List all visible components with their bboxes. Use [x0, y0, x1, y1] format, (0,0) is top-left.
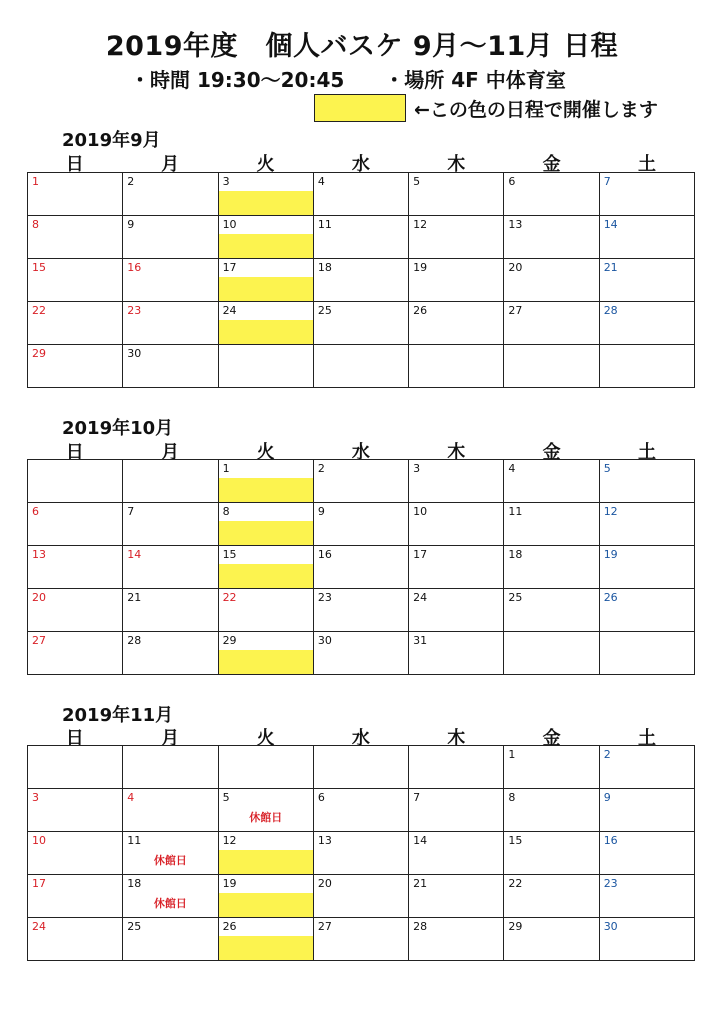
day-number: 25: [317, 304, 332, 317]
day-number: 20: [32, 591, 46, 604]
event-highlight: [219, 277, 313, 301]
calendar-day-cell: [218, 789, 313, 832]
calendar-day-cell: [123, 875, 218, 918]
calendar-day-cell: [28, 789, 123, 832]
calendar-day-cell: [313, 546, 408, 589]
day-number: 29: [222, 634, 237, 647]
day-number: 9: [317, 505, 325, 518]
calendar-day-cell: [313, 503, 408, 546]
calendar-day-cell: [123, 746, 218, 789]
calendar-day-cell: [409, 746, 504, 789]
calendar-day-cell: [504, 345, 599, 388]
weekday-mon: 月: [161, 728, 180, 749]
weekday-header-september: [27, 150, 695, 174]
day-number: 18: [508, 548, 523, 561]
calendar-day-cell: [123, 259, 218, 302]
calendar-day-cell: [599, 173, 694, 216]
day-number: 5: [603, 462, 611, 475]
calendar-day-cell: [504, 589, 599, 632]
calendar-day-cell: [504, 875, 599, 918]
calendar-week: [28, 460, 695, 503]
day-number: 3: [222, 175, 230, 188]
calendar-week: [28, 746, 695, 789]
calendar-day-cell: [409, 503, 504, 546]
calendar-day-cell: [599, 746, 694, 789]
calendar-day-cell: [28, 746, 123, 789]
calendar-day-cell: [504, 259, 599, 302]
closed-note: 休館日: [153, 854, 187, 867]
day-number: 12: [222, 834, 237, 847]
calendar-day-cell: [409, 345, 504, 388]
day-number: 19: [413, 261, 428, 274]
month-label-october: 2019年10月: [62, 418, 174, 439]
calendar-day-cell: [504, 746, 599, 789]
day-number: 14: [413, 834, 428, 847]
calendar-day-cell: [123, 503, 218, 546]
day-number: 24: [413, 591, 428, 604]
day-number: 23: [317, 591, 332, 604]
day-number: 18: [127, 877, 142, 890]
day-number: 18: [317, 261, 332, 274]
day-number: 11: [508, 505, 523, 518]
calendar-day-cell: [599, 875, 694, 918]
calendar-day-cell: [123, 789, 218, 832]
day-number: 28: [413, 920, 428, 933]
day-number: 20: [508, 261, 523, 274]
calendar-week: [28, 589, 695, 632]
day-number: 13: [317, 834, 332, 847]
day-number: 26: [222, 920, 237, 933]
calendar-week: [28, 173, 695, 216]
calendar-day-cell: [599, 832, 694, 875]
weekday-sun: 日: [65, 442, 84, 463]
month-label-september: 2019年9月: [62, 130, 161, 151]
calendar-day-cell: [28, 173, 123, 216]
weekday-thu: 木: [447, 154, 466, 175]
calendar-day-cell: [218, 503, 313, 546]
day-number: 21: [603, 261, 618, 274]
calendar-day-cell: [409, 789, 504, 832]
calendar-day-cell: [504, 216, 599, 259]
calendar-day-cell: [409, 173, 504, 216]
calendar-day-cell: [218, 632, 313, 675]
calendar-week: [28, 832, 695, 875]
calendar-september: [27, 172, 695, 388]
calendar-day-cell: [599, 259, 694, 302]
day-number: 17: [32, 877, 46, 890]
calendar-week: [28, 789, 695, 832]
day-number: 19: [603, 548, 618, 561]
event-highlight: [219, 850, 313, 874]
day-number: 30: [317, 634, 332, 647]
day-number: 6: [32, 505, 39, 518]
day-number: 13: [508, 218, 523, 231]
weekday-fri: 金: [542, 154, 561, 175]
legend-swatch: [314, 94, 406, 122]
calendar-day-cell: [123, 589, 218, 632]
calendar-day-cell: [313, 302, 408, 345]
day-number: 1: [32, 175, 39, 188]
day-number: 25: [508, 591, 523, 604]
day-number: 15: [508, 834, 523, 847]
calendar-day-cell: [313, 173, 408, 216]
day-number: 27: [317, 920, 332, 933]
weekday-tue: 火: [256, 154, 275, 175]
day-number: 5: [413, 175, 421, 188]
day-number: 24: [32, 920, 46, 933]
day-number: 11: [317, 218, 332, 231]
calendar-october: [27, 459, 695, 675]
day-number: 21: [127, 591, 142, 604]
calendar-day-cell: [313, 589, 408, 632]
calendar-day-cell: [313, 460, 408, 503]
day-number: 3: [413, 462, 421, 475]
calendar-day-cell: [28, 259, 123, 302]
day-number: 29: [508, 920, 523, 933]
calendar-day-cell: [409, 918, 504, 961]
calendar-day-cell: [599, 345, 694, 388]
calendar-day-cell: [599, 460, 694, 503]
calendar-day-cell: [28, 589, 123, 632]
page-title: 2019年度 個人バスケ 9月～11月 日程: [105, 31, 619, 62]
calendar-day-cell: [313, 216, 408, 259]
calendar-day-cell: [28, 216, 123, 259]
weekday-wed: 水: [351, 728, 370, 749]
calendar-day-cell: [409, 632, 504, 675]
calendar-day-cell: [28, 875, 123, 918]
day-number: 2: [317, 462, 325, 475]
event-highlight: [219, 234, 313, 258]
day-number: 23: [603, 877, 618, 890]
calendar-day-cell: [218, 918, 313, 961]
calendar-day-cell: [409, 875, 504, 918]
schedule-info: [130, 64, 566, 93]
day-number: 6: [508, 175, 516, 188]
weekday-mon: 月: [161, 154, 180, 175]
day-number: 16: [603, 834, 618, 847]
calendar-day-cell: [218, 546, 313, 589]
day-number: 20: [317, 877, 332, 890]
weekday-sun: 日: [65, 154, 84, 175]
calendar-day-cell: [28, 460, 123, 503]
calendar-day-cell: [504, 503, 599, 546]
weekday-thu: 木: [447, 442, 466, 463]
event-highlight: [219, 893, 313, 917]
calendar-day-cell: [313, 832, 408, 875]
calendar-day-cell: [123, 632, 218, 675]
calendar-day-cell: [123, 216, 218, 259]
calendar-day-cell: [409, 460, 504, 503]
weekday-fri: 金: [542, 442, 561, 463]
day-number: 10: [32, 834, 46, 847]
calendar-day-cell: [218, 259, 313, 302]
calendar-day-cell: [218, 216, 313, 259]
calendar-day-cell: [123, 460, 218, 503]
day-number: 9: [127, 218, 135, 231]
day-number: 17: [413, 548, 428, 561]
weekday-sun: 日: [65, 728, 84, 749]
legend-text: ←この色の日程で開催します: [414, 99, 658, 121]
event-highlight: [219, 650, 313, 674]
calendar-day-cell: [409, 589, 504, 632]
day-number: 7: [127, 505, 135, 518]
calendar-day-cell: [599, 789, 694, 832]
day-number: 21: [413, 877, 428, 890]
day-number: 14: [127, 548, 142, 561]
calendar-day-cell: [218, 832, 313, 875]
calendar-week: [28, 546, 695, 589]
calendar-day-cell: [599, 546, 694, 589]
calendar-day-cell: [599, 302, 694, 345]
calendar-day-cell: [313, 632, 408, 675]
calendar-day-cell: [409, 546, 504, 589]
weekday-tue: 火: [256, 728, 275, 749]
calendar-day-cell: [504, 918, 599, 961]
calendar-day-cell: [28, 302, 123, 345]
day-number: 10: [413, 505, 428, 518]
day-number: 27: [32, 634, 46, 647]
event-highlight: [219, 521, 313, 545]
calendar-day-cell: [28, 546, 123, 589]
calendar-week: [28, 259, 695, 302]
day-number: 22: [32, 304, 46, 317]
day-number: 22: [222, 591, 237, 604]
calendar-week: [28, 302, 695, 345]
calendar-day-cell: [599, 589, 694, 632]
calendar-day-cell: [599, 632, 694, 675]
day-number: 28: [603, 304, 618, 317]
day-number: 16: [317, 548, 332, 561]
weekday-wed: 水: [351, 442, 370, 463]
calendar-week: [28, 503, 695, 546]
weekday-fri: 金: [542, 728, 561, 749]
calendar-day-cell: [123, 302, 218, 345]
calendar-day-cell: [28, 503, 123, 546]
calendar-day-cell: [599, 216, 694, 259]
event-highlight: [219, 936, 313, 960]
weekday-thu: 木: [447, 728, 466, 749]
calendar-day-cell: [218, 746, 313, 789]
day-number: 26: [413, 304, 428, 317]
calendar-day-cell: [313, 789, 408, 832]
calendar-week: [28, 632, 695, 675]
closed-note: 休館日: [153, 897, 187, 910]
calendar-day-cell: [313, 875, 408, 918]
day-number: 8: [32, 218, 39, 231]
weekday-sat: 土: [638, 442, 657, 463]
calendar-day-cell: [313, 746, 408, 789]
day-number: 8: [222, 505, 230, 518]
event-highlight: [219, 478, 313, 502]
day-number: 22: [508, 877, 523, 890]
calendar-day-cell: [28, 832, 123, 875]
event-highlight: [219, 191, 313, 215]
weekday-wed: 水: [351, 154, 370, 175]
day-number: 4: [317, 175, 325, 188]
calendar-day-cell: [123, 173, 218, 216]
day-number: 30: [603, 920, 618, 933]
calendar-day-cell: [504, 789, 599, 832]
day-number: 23: [127, 304, 142, 317]
calendar-day-cell: [28, 632, 123, 675]
calendar-november: [27, 745, 695, 961]
day-number: 14: [603, 218, 618, 231]
calendar-day-cell: [504, 632, 599, 675]
calendar-day-cell: [123, 918, 218, 961]
calendar-day-cell: [504, 173, 599, 216]
day-number: 4: [127, 791, 135, 804]
day-number: 26: [603, 591, 618, 604]
day-number: 31: [413, 634, 428, 647]
day-number: 16: [127, 261, 142, 274]
place-info: ・場所 4F 中体育室: [384, 68, 566, 92]
day-number: 19: [222, 877, 237, 890]
day-number: 15: [222, 548, 237, 561]
weekday-sat: 土: [638, 728, 657, 749]
calendar-day-cell: [218, 875, 313, 918]
day-number: 27: [508, 304, 523, 317]
event-highlight: [219, 320, 313, 344]
calendar-day-cell: [504, 302, 599, 345]
day-number: 25: [127, 920, 142, 933]
calendar-day-cell: [313, 918, 408, 961]
calendar-day-cell: [409, 832, 504, 875]
calendar-day-cell: [123, 832, 218, 875]
day-number: 29: [32, 347, 46, 360]
day-number: 7: [413, 791, 421, 804]
day-number: 2: [603, 748, 611, 761]
day-number: 3: [32, 791, 39, 804]
calendar-week: [28, 875, 695, 918]
day-number: 11: [127, 834, 142, 847]
day-number: 1: [222, 462, 230, 475]
calendar-day-cell: [313, 345, 408, 388]
day-number: 2: [127, 175, 135, 188]
day-number: 10: [222, 218, 237, 231]
calendar-day-cell: [123, 345, 218, 388]
calendar-day-cell: [409, 216, 504, 259]
calendar-day-cell: [599, 918, 694, 961]
calendar-day-cell: [409, 259, 504, 302]
calendar-day-cell: [504, 460, 599, 503]
day-number: 17: [222, 261, 237, 274]
calendar-day-cell: [218, 345, 313, 388]
calendar-day-cell: [409, 302, 504, 345]
calendar-day-cell: [218, 173, 313, 216]
calendar-day-cell: [313, 259, 408, 302]
calendar-week: [28, 216, 695, 259]
calendar-day-cell: [28, 345, 123, 388]
calendar-day-cell: [218, 589, 313, 632]
calendar-day-cell: [218, 460, 313, 503]
month-label-november: 2019年11月: [62, 705, 174, 726]
day-number: 28: [127, 634, 142, 647]
closed-note: 休館日: [249, 811, 283, 824]
event-highlight: [219, 564, 313, 588]
calendar-day-cell: [28, 918, 123, 961]
day-number: 8: [508, 791, 516, 804]
day-number: 12: [413, 218, 428, 231]
day-number: 30: [127, 347, 142, 360]
day-number: 4: [508, 462, 516, 475]
weekday-tue: 火: [256, 442, 275, 463]
calendar-week: [28, 918, 695, 961]
weekday-sat: 土: [638, 154, 657, 175]
time-info: ・時間 19:30～20:45: [130, 68, 345, 92]
calendar-day-cell: [599, 503, 694, 546]
calendar-week: [28, 345, 695, 388]
day-number: 6: [317, 791, 325, 804]
day-number: 24: [222, 304, 237, 317]
day-number: 13: [32, 548, 46, 561]
day-number: 5: [222, 791, 230, 804]
weekday-mon: 月: [161, 442, 180, 463]
calendar-day-cell: [123, 546, 218, 589]
day-number: 7: [603, 175, 611, 188]
day-number: 12: [603, 505, 618, 518]
day-number: 15: [32, 261, 46, 274]
day-number: 1: [508, 748, 516, 761]
calendar-day-cell: [504, 832, 599, 875]
day-number: 9: [603, 791, 611, 804]
calendar-day-cell: [218, 302, 313, 345]
calendar-day-cell: [504, 546, 599, 589]
